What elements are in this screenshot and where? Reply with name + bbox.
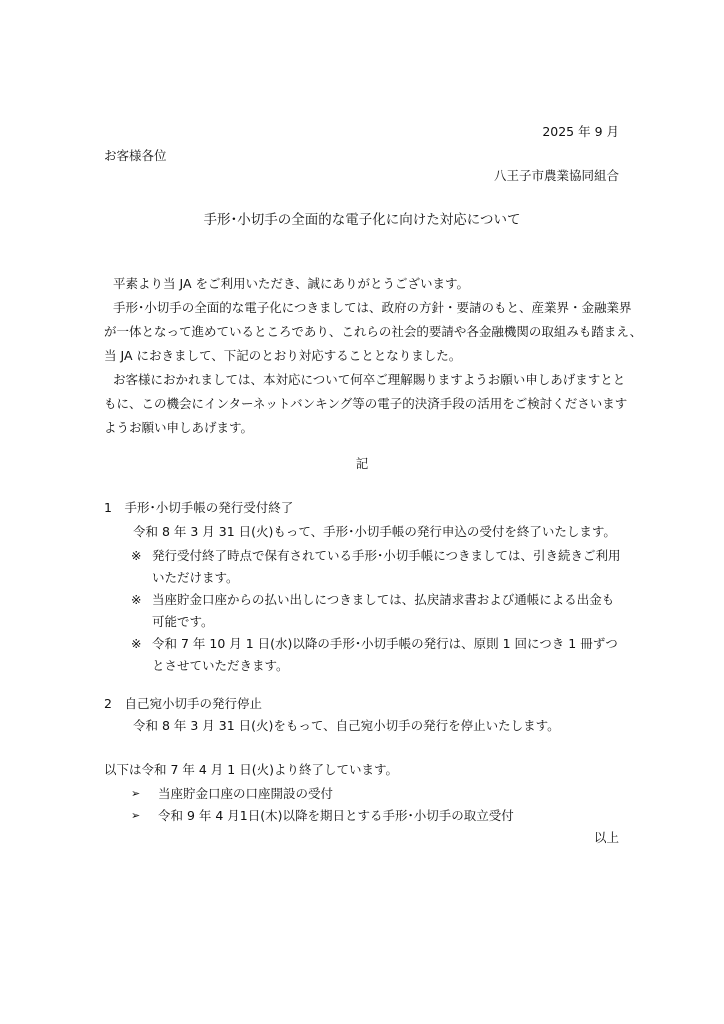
note-1-line-1: 発行受付終了時点で保有されている手形･小切手帳につきましては、引き続きご利用 [152, 548, 621, 563]
paragraph-3-line-3: ようお願い申しあげます。 [104, 420, 254, 435]
date: 2025 年 9 月 [542, 124, 619, 139]
ended-item-2: 令和 9 年 4 月1日(木)以降を期日とする手形･小切手の取立受付 [158, 808, 514, 823]
section-2-heading: 2 自己宛小切手の発行停止 [104, 696, 262, 711]
section-2-item: 令和 8 年 3 月 31 日(火)をもって、自己宛小切手の発行を停止いたします。 [133, 718, 560, 733]
paragraph-3-line-2: もに、この機会にインターネットバンキング等の電子的決済手段の活用をご検討くださいます [104, 396, 628, 411]
paragraph-1: 平素より当 JA をご利用いただき、誠にありがとうございます。 [113, 276, 469, 291]
ended-item-1: 当座貯金口座の口座開設の受付 [158, 786, 334, 801]
ki-heading: 記 [355, 456, 369, 471]
paragraph-2-line-1: 手形･小切手の全面的な電子化につきましては、政府の方針・要請のもと、産業界・金融業界 [113, 300, 632, 315]
recipient: お客様各位 [104, 148, 167, 163]
note-mark: ※ [131, 636, 142, 651]
note-3-line-2: とさせていただきます。 [152, 658, 289, 673]
note-2-line-2: 可能です。 [152, 614, 214, 629]
closing: 以上 [593, 830, 619, 845]
paragraph-2-line-3: 当 JA におきまして、下記のとおり対応することとなりました。 [104, 348, 462, 363]
section-1-heading: 1 手形･小切手帳の発行受付終了 [104, 500, 294, 515]
sender: 八王子市農業協同組合 [493, 168, 619, 183]
arrow-bullet-icon: ➢ [131, 787, 141, 800]
document-title: 手形･小切手の全面的な電子化に向けた対応について [203, 212, 521, 228]
paragraph-3-line-1: お客様におかれましては、本対応について何卒ご理解賜りますようお願い申しあげますとと [113, 372, 626, 387]
note-mark: ※ [131, 548, 142, 563]
ended-intro: 以下は令和 7 年 4 月 1 日(火)より終了しています。 [104, 762, 398, 777]
arrow-bullet-icon: ➢ [131, 809, 141, 822]
paragraph-2-line-2: が一体となって進めているところであり、これらの社会的要請や各金融機関の取組みも踏まえ、 [104, 324, 643, 339]
note-1-line-2: いただけます。 [152, 570, 239, 585]
section-1-item: 令和 8 年 3 月 31 日(火)もって、手形･小切手帳の発行申込の受付を終了いたします。 [133, 524, 616, 539]
note-2-line-1: 当座貯金口座からの払い出しにつきましては、払戻請求書および通帳による出金も [152, 592, 615, 607]
note-3-line-1: 令和 7 年 10 月 1 日(水)以降の手形･小切手帳の発行は、原則 1 回につき 1 冊ずつ [152, 636, 618, 651]
note-mark: ※ [131, 592, 142, 607]
